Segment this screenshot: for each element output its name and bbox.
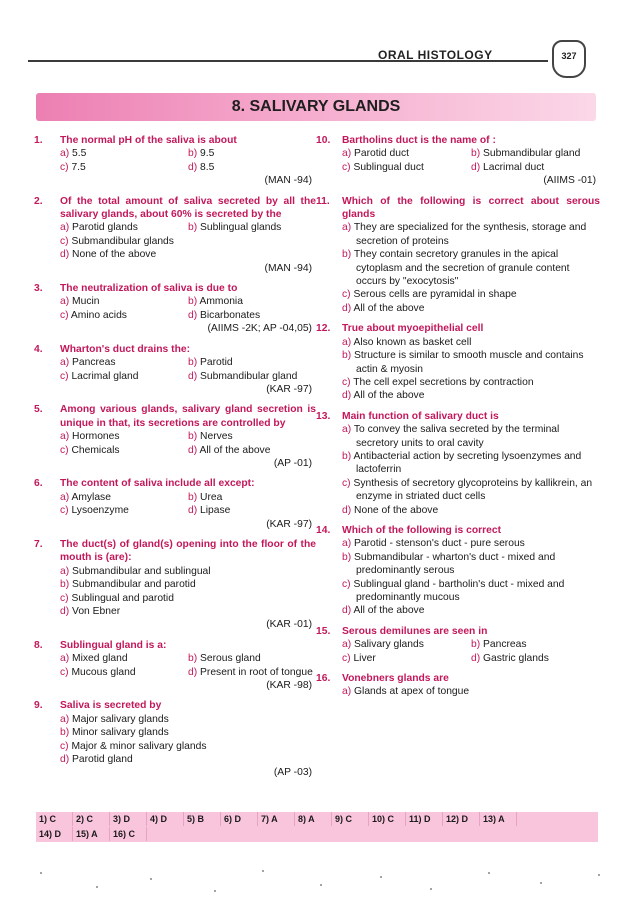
option-letter: b) xyxy=(188,357,201,369)
option: b) Sublingual glands xyxy=(188,222,282,234)
question-text: True about myoepithelial cell xyxy=(342,323,484,335)
option-letter: b) xyxy=(188,431,201,443)
option: c) Sublingual and parotid xyxy=(60,592,174,604)
option-letter: c) xyxy=(60,740,72,752)
option-letter: b) xyxy=(188,222,201,234)
option: b) Urea xyxy=(188,491,223,503)
question-options xyxy=(60,491,316,518)
option: d) Lacrimal duct xyxy=(471,161,545,173)
tooth-icon xyxy=(552,40,586,78)
option-letter: c) xyxy=(342,652,354,664)
question-item xyxy=(34,343,316,397)
question-options xyxy=(60,652,316,679)
question-item xyxy=(316,195,600,316)
question-options xyxy=(342,336,600,403)
option-letter: c) xyxy=(60,444,72,456)
option: a) Submandibular and sublingual xyxy=(60,565,211,577)
option: c) Amino acids xyxy=(60,309,127,321)
option-row xyxy=(342,652,600,665)
option-row xyxy=(342,147,600,160)
question-text: Of the total amount of saliva secreted by all the salivary glands, about 60% is secreted by the xyxy=(60,195,316,221)
option-letter: b) xyxy=(342,249,354,261)
question-options xyxy=(60,221,316,261)
question-source: (KAR -97) xyxy=(266,383,312,395)
option: d) Submandibular gland xyxy=(188,370,298,382)
question-text: The neutralization of saliva is due to xyxy=(60,283,238,295)
option-letter: c) xyxy=(60,592,72,604)
option-row xyxy=(60,221,316,234)
option-letter: b) xyxy=(342,450,354,462)
question-text: Bartholins duct is the name of : xyxy=(342,135,496,146)
question-number: 9. xyxy=(34,700,43,712)
scan-speck xyxy=(40,872,42,874)
option: c) Sublingual gland - bartholin's duct - mixed and predominantly mucous xyxy=(342,578,565,603)
option-letter: b) xyxy=(342,350,355,362)
option-row xyxy=(60,666,316,679)
question-source: (AIIMS -01) xyxy=(543,175,596,187)
option: c) Mucous gland xyxy=(60,666,136,678)
option-letter: a) xyxy=(342,639,355,651)
option: c) Lysoenzyme xyxy=(60,505,129,517)
question-item xyxy=(316,672,600,699)
question-text: Main function of salivary duct is xyxy=(342,410,499,422)
option-letter: c) xyxy=(60,666,72,678)
scan-speck xyxy=(380,876,382,878)
option: b) Submandibular and parotid xyxy=(60,579,196,591)
option-row xyxy=(60,504,316,517)
page-number: 327 xyxy=(561,51,577,61)
question-options xyxy=(60,565,316,619)
option-letter: c) xyxy=(60,370,72,382)
scan-speck xyxy=(598,874,600,876)
option: b) Minor salivary glands xyxy=(60,727,169,739)
option-letter: d) xyxy=(188,161,201,173)
option: a) Parotid duct xyxy=(342,148,409,160)
option-letter: d) xyxy=(342,302,354,314)
scan-speck xyxy=(96,886,98,888)
answer-cell: 7) A xyxy=(258,812,295,826)
answer-cell: 14) D xyxy=(36,827,73,841)
option: d) Gastric glands xyxy=(471,652,549,664)
question-item xyxy=(34,699,316,779)
question-text: Serous demilunes are seen in xyxy=(342,625,488,637)
option: b) They contain secretory granules in the apical cytoplasm and the secretion of granule content occurs by "exocytosis" xyxy=(342,249,570,288)
answer-cell: 11) D xyxy=(406,812,443,826)
answer-cell: 12) D xyxy=(443,812,480,826)
scan-speck xyxy=(320,884,322,886)
option: d) Lipase xyxy=(188,505,231,517)
question-number: 12. xyxy=(316,323,331,335)
option: d) Von Ebner xyxy=(60,606,121,617)
option: c) Lacrimal gland xyxy=(60,370,139,382)
question-options xyxy=(60,356,316,383)
question-number: 3. xyxy=(34,283,43,295)
option: a) Mixed gland xyxy=(60,653,128,665)
option-letter: a) xyxy=(342,538,355,550)
option: a) Mucin xyxy=(60,296,100,308)
question-source: (KAR -01) xyxy=(266,619,312,631)
option: b) Structure is similar to smooth muscle and contains actin & myosin xyxy=(342,350,584,375)
scan-speck xyxy=(262,870,264,872)
option: c) Major & minor salivary glands xyxy=(60,740,207,752)
question-options xyxy=(342,685,600,698)
chapter-title: 8. SALIVARY GLANDS xyxy=(231,98,401,115)
option: c) Liver xyxy=(342,652,376,664)
option: a) Glands at apex of tongue xyxy=(342,686,470,698)
question-item xyxy=(316,524,600,618)
option-letter: c) xyxy=(60,161,72,173)
option: c) Submandibular glands xyxy=(60,235,174,247)
option-letter: d) xyxy=(471,652,484,664)
option-letter: a) xyxy=(60,491,72,503)
option: b) Parotid xyxy=(188,357,233,369)
option: c) The cell expel secretions by contraction xyxy=(342,376,534,388)
question-text: Which of the following is correct about serous glands xyxy=(342,195,600,221)
option-letter: c) xyxy=(342,376,354,388)
option: b) 9.5 xyxy=(188,148,215,160)
question-source: (AP -01) xyxy=(273,457,312,469)
option: c) 7.5 xyxy=(60,161,86,173)
option-letter: b) xyxy=(471,148,484,160)
answer-key xyxy=(36,812,598,842)
question-number: 11. xyxy=(316,195,330,207)
answer-cell: 1) C xyxy=(36,812,73,826)
option-row xyxy=(60,444,316,457)
answer-cell: 8) A xyxy=(295,812,332,826)
option-letter: a) xyxy=(60,296,73,308)
option-letter: c) xyxy=(342,289,354,301)
option-row xyxy=(60,370,316,383)
question-number: 1. xyxy=(34,135,43,146)
option-letter: d) xyxy=(60,606,73,617)
option-letter: d) xyxy=(342,390,354,402)
question-number: 8. xyxy=(34,639,43,651)
option-letter: a) xyxy=(60,222,73,234)
option-letter: d) xyxy=(342,504,355,516)
question-item xyxy=(34,639,316,693)
option-letter: b) xyxy=(471,639,484,651)
option-letter: d) xyxy=(471,161,484,173)
question-item xyxy=(34,538,316,632)
question-text: The content of saliva include all except: xyxy=(60,478,255,490)
question-text: Sublingual gland is a: xyxy=(60,639,167,651)
option: d) 8.5 xyxy=(188,161,215,173)
left-column xyxy=(34,134,316,787)
option: a) They are specialized for the synthesis, storage and secretion of proteins xyxy=(342,222,587,247)
question-source: (AP -03) xyxy=(273,767,312,779)
option: b) Serous gland xyxy=(188,653,261,665)
option-letter: a) xyxy=(60,148,73,160)
question-text: Which of the following is correct xyxy=(342,524,502,536)
option-letter: a) xyxy=(342,336,354,348)
option-letter: a) xyxy=(60,431,73,443)
option: a) Also known as basket cell xyxy=(342,336,472,348)
question-options xyxy=(60,713,316,767)
question-number: 7. xyxy=(34,538,43,550)
answer-cell: 2) C xyxy=(73,812,110,826)
option-letter: d) xyxy=(60,754,73,766)
scan-speck xyxy=(488,872,490,874)
option-row xyxy=(60,356,316,369)
question-options xyxy=(342,638,600,665)
option-row xyxy=(60,295,316,308)
answer-row xyxy=(36,827,147,841)
option: a) Pancreas xyxy=(60,357,116,369)
option-letter: a) xyxy=(60,565,73,577)
question-text: Among various glands, salivary gland secretion is unique in that, its secretions are controlled by xyxy=(60,404,316,429)
question-options xyxy=(60,430,316,457)
question-text: Saliva is secreted by xyxy=(60,700,162,712)
option: a) Amylase xyxy=(60,491,111,503)
option: d) None of the above xyxy=(60,249,157,261)
question-number: 14. xyxy=(316,524,331,536)
option: c) Serous cells are pyramidal in shape xyxy=(342,289,517,301)
question-number: 5. xyxy=(34,404,43,416)
option-letter: b) xyxy=(188,491,201,503)
question-number: 15. xyxy=(316,625,331,637)
option: a) Parotid glands xyxy=(60,222,138,234)
question-item xyxy=(316,134,600,188)
question-options xyxy=(342,221,600,315)
option-letter: c) xyxy=(342,161,354,173)
option-letter: c) xyxy=(60,309,71,321)
option-row xyxy=(342,638,600,651)
option: d) Parotid gland xyxy=(60,754,133,766)
option-row xyxy=(60,147,316,160)
option-letter: d) xyxy=(188,444,200,456)
question-item xyxy=(34,134,316,188)
option: d) All of the above xyxy=(342,605,425,617)
answer-cell: 15) A xyxy=(73,827,110,841)
answer-cell: 9) C xyxy=(332,812,369,826)
option-letter: b) xyxy=(188,296,200,308)
question-item xyxy=(34,195,316,275)
option: d) All of the above xyxy=(342,390,425,402)
scan-speck xyxy=(430,888,432,890)
answer-row xyxy=(36,812,517,826)
question-source: (KAR -98) xyxy=(266,680,312,692)
option-letter: a) xyxy=(342,148,355,160)
question-item xyxy=(316,322,600,402)
option: c) Sublingual duct xyxy=(342,161,424,173)
question-item xyxy=(316,410,600,517)
option: a) Parotid - stenson's duct - pure serous xyxy=(342,538,525,550)
option-letter: d) xyxy=(188,370,201,382)
option-letter: d) xyxy=(188,666,201,678)
option-letter: a) xyxy=(342,686,355,698)
option-row xyxy=(60,161,316,174)
scan-speck xyxy=(214,890,216,892)
question-source: (AIIMS -2K; AP -04,05) xyxy=(207,323,312,335)
question-number: 4. xyxy=(34,343,43,355)
option-letter: d) xyxy=(188,505,201,517)
option-letter: a) xyxy=(342,222,354,234)
option: a) 5.5 xyxy=(60,148,87,160)
option-letter: a) xyxy=(342,424,354,436)
option-letter: b) xyxy=(60,727,73,739)
option-row xyxy=(342,161,600,174)
option-row xyxy=(60,309,316,322)
chapter-banner xyxy=(36,93,596,121)
answer-cell: 10) C xyxy=(369,812,406,826)
question-number: 10. xyxy=(316,135,331,146)
answer-cell: 5) B xyxy=(184,812,221,826)
question-item xyxy=(34,477,316,531)
question-text: The normal pH of the saliva is about xyxy=(60,135,237,146)
question-text: The duct(s) of gland(s) opening into the floor of the mouth is (are): xyxy=(60,538,316,564)
option: d) All of the above xyxy=(342,302,425,314)
question-source: (MAN -94) xyxy=(264,262,312,274)
option-letter: b) xyxy=(60,579,73,591)
right-column xyxy=(316,134,600,706)
option-row xyxy=(60,430,316,443)
option: d) Present in root of tongue xyxy=(188,666,313,678)
question-options xyxy=(60,147,316,174)
option-letter: d) xyxy=(188,309,201,321)
question-item xyxy=(34,282,316,336)
answer-cell: 6) D xyxy=(221,812,258,826)
question-item xyxy=(316,625,600,665)
answer-cell: 13) A xyxy=(480,812,517,826)
option-letter: b) xyxy=(342,551,355,563)
option-letter: d) xyxy=(342,605,354,617)
question-number: 13. xyxy=(316,410,331,422)
option: d) All of the above xyxy=(188,444,271,456)
answer-cell: 16) C xyxy=(110,827,147,841)
question-options xyxy=(60,295,316,322)
scan-speck xyxy=(150,878,152,880)
option: d) None of the above xyxy=(342,504,439,516)
option: b) Submandibular - wharton's duct - mixed and predominantly serous xyxy=(342,551,556,577)
scan-speck xyxy=(540,882,542,884)
option-letter: b) xyxy=(188,148,201,160)
option-letter: d) xyxy=(60,249,73,261)
option: c) Chemicals xyxy=(60,444,120,456)
option-letter: a) xyxy=(60,357,73,369)
option-row xyxy=(60,652,316,665)
option: b) Submandibular gland xyxy=(471,148,581,160)
option: b) Pancreas xyxy=(471,639,527,651)
option: a) Major salivary glands xyxy=(60,713,169,725)
option: a) Salivary glands xyxy=(342,639,424,651)
option: b) Nerves xyxy=(188,431,233,443)
option-row xyxy=(60,491,316,504)
answer-cell: 4) D xyxy=(147,812,184,826)
question-text: Wharton's duct drains the: xyxy=(60,343,191,355)
question-text: Vonebners glands are xyxy=(342,673,449,685)
question-options xyxy=(342,423,600,517)
option-letter: c) xyxy=(342,578,354,590)
option: d) Bicarbonates xyxy=(188,309,261,321)
option-letter: a) xyxy=(60,653,73,665)
question-options xyxy=(342,147,600,174)
option: b) Ammonia xyxy=(188,296,243,308)
option: b) Antibacterial action by secreting lysoenzymes and lactoferrin xyxy=(342,450,582,476)
running-header-title: ORAL HISTOLOGY xyxy=(378,48,493,62)
option: a) To convey the saliva secreted by the terminal secretory units to oral cavity xyxy=(342,424,560,449)
option-letter: c) xyxy=(342,477,354,489)
answer-cell: 3) D xyxy=(110,812,147,826)
question-source: (KAR -97) xyxy=(266,518,312,530)
question-number: 2. xyxy=(34,195,43,207)
option: c) Synthesis of secretory glycoproteins by kallikrein, an enzyme in striated duct cells xyxy=(342,477,593,503)
option-letter: b) xyxy=(188,653,201,665)
question-source: (MAN -94) xyxy=(264,175,312,187)
option-letter: c) xyxy=(60,235,72,247)
question-number: 16. xyxy=(316,673,331,685)
question-options xyxy=(342,537,600,617)
option-letter: a) xyxy=(60,713,73,725)
question-number: 6. xyxy=(34,478,43,490)
option: a) Hormones xyxy=(60,431,120,443)
option-letter: c) xyxy=(60,505,72,517)
question-item xyxy=(34,403,316,470)
